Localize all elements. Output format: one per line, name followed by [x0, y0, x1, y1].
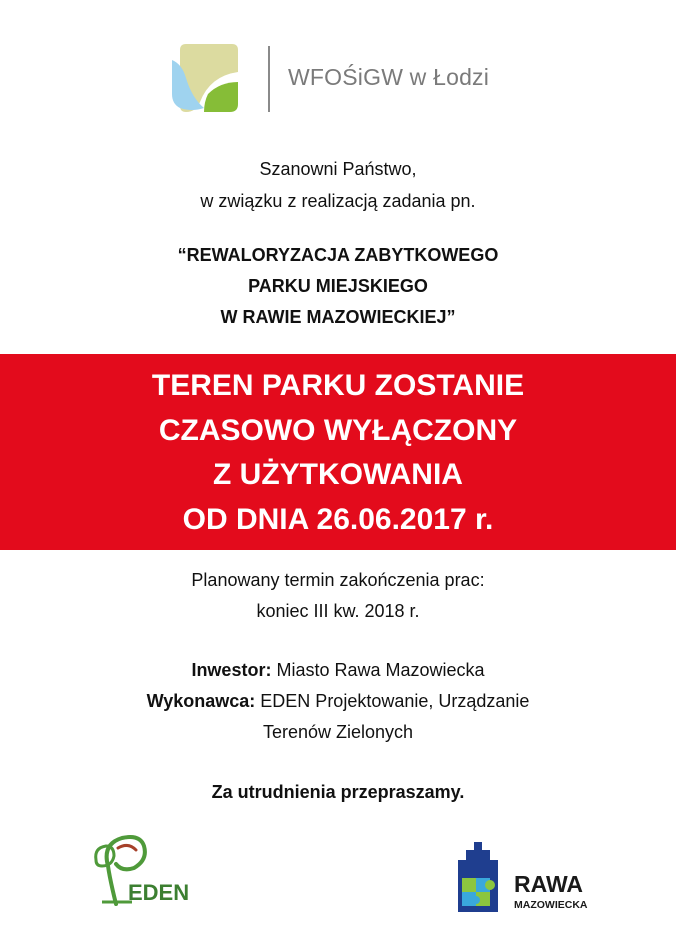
investor-value: Miasto Rawa Mazowiecka [276, 660, 485, 680]
contractor-value: EDEN Projektowanie, Urządzanie [260, 691, 530, 711]
completion-info [0, 565, 676, 627]
rawa-logo-subtitle: MAZOWIECKA [514, 899, 588, 911]
closure-notice-line: Z UŻYTKOWANIA [213, 458, 463, 491]
project-title [0, 240, 676, 333]
closure-notice [0, 364, 676, 542]
closure-notice-line: TEREN PARKU ZOSTANIE [151, 369, 525, 402]
investor-label: Inwestor: [191, 660, 272, 680]
eden-logo [88, 830, 218, 910]
closure-date: OD DNIA 26.06.2017 r. [182, 502, 494, 536]
eden-logo-text: EDEN [128, 880, 190, 905]
investor-line [0, 655, 676, 686]
project-title-line: PARKU MIEJSKIEGO [248, 276, 428, 296]
wfosigw-emblem-icon [172, 44, 238, 112]
rawa-mazowiecka-logo [452, 840, 602, 915]
closure-notice-line: CZASOWO WYŁĄCZONY [158, 413, 518, 447]
apology-text: Za utrudnienia przepraszamy. [211, 782, 465, 802]
contractor-line [0, 686, 676, 717]
project-title-line: “REWALORYZACJA ZABYTKOWEGO [177, 245, 499, 265]
greeting-line: w związku z realizacją zadania pn. [200, 191, 476, 211]
org-name: WFOŚiGW w Łodzi [288, 64, 490, 90]
completion-date: koniec III kw. 2018 r. [256, 601, 420, 621]
parties-info [0, 655, 676, 748]
greeting-line: Szanowni Państwo, [259, 159, 417, 179]
project-title-line: W RAWIE MAZOWIECKIEJ” [220, 307, 456, 327]
greeting [0, 153, 676, 217]
rawa-logo-title: RAWA [514, 871, 583, 897]
contractor-label: Wykonawca: [146, 691, 256, 711]
completion-label: Planowany termin zakończenia prac: [191, 570, 485, 590]
contractor-value-cont: Terenów Zielonych [262, 722, 414, 742]
rawa-crest-icon [458, 842, 498, 912]
header-divider [268, 46, 270, 112]
